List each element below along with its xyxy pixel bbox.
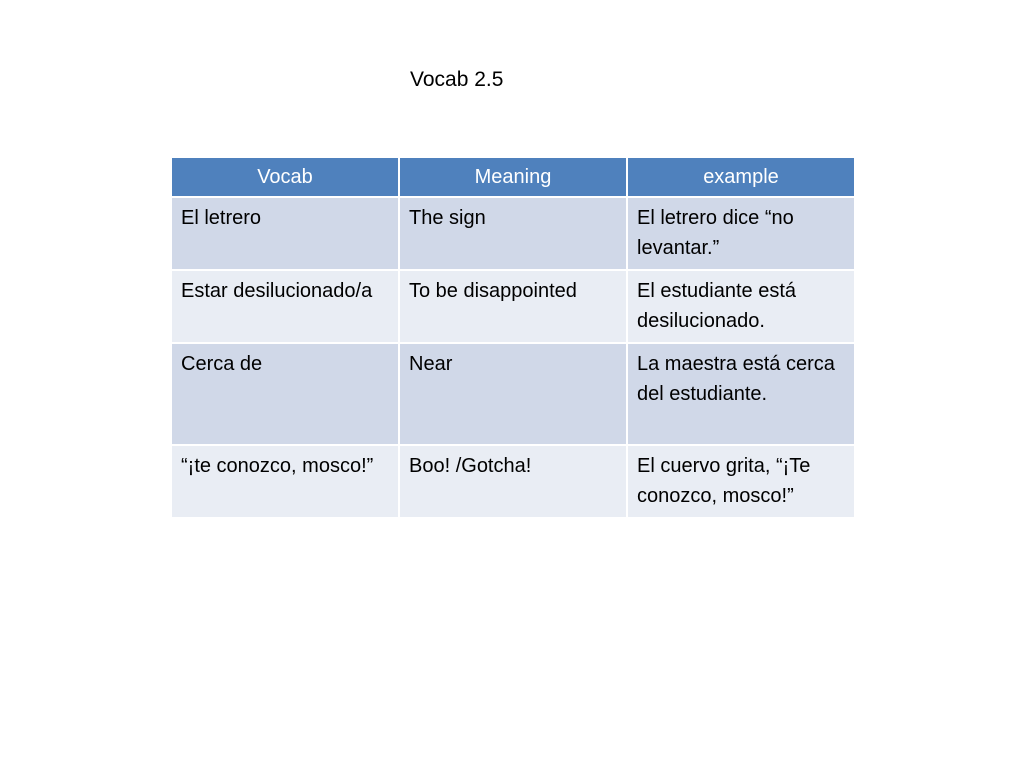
example-cell: El cuervo grita, “¡Te conozco, mosco!” — [627, 445, 855, 518]
example-cell: La maestra está cerca del estudiante. — [627, 343, 855, 445]
meaning-cell: Boo! /Gotcha! — [399, 445, 627, 518]
vocab-cell: El letrero — [171, 197, 399, 270]
table-row — [171, 197, 855, 270]
meaning-cell: Near — [399, 343, 627, 445]
vocab-table — [170, 156, 856, 519]
vocab-cell: “¡te conozco, mosco!” — [171, 445, 399, 518]
table-row — [171, 343, 855, 445]
header-meaning: Meaning — [399, 157, 627, 197]
table-header-row — [171, 157, 855, 197]
example-cell: El estudiante está desilucionado. — [627, 270, 855, 343]
header-vocab: Vocab — [171, 157, 399, 197]
example-cell: El letrero dice “no levantar.” — [627, 197, 855, 270]
vocab-cell: Cerca de — [171, 343, 399, 445]
meaning-cell: To be disappointed — [399, 270, 627, 343]
meaning-cell: The sign — [399, 197, 627, 270]
header-example: example — [627, 157, 855, 197]
table-row — [171, 270, 855, 343]
slide-title: Vocab 2.5 — [410, 68, 504, 91]
vocab-cell: Estar desilucionado/a — [171, 270, 399, 343]
table-row — [171, 445, 855, 518]
